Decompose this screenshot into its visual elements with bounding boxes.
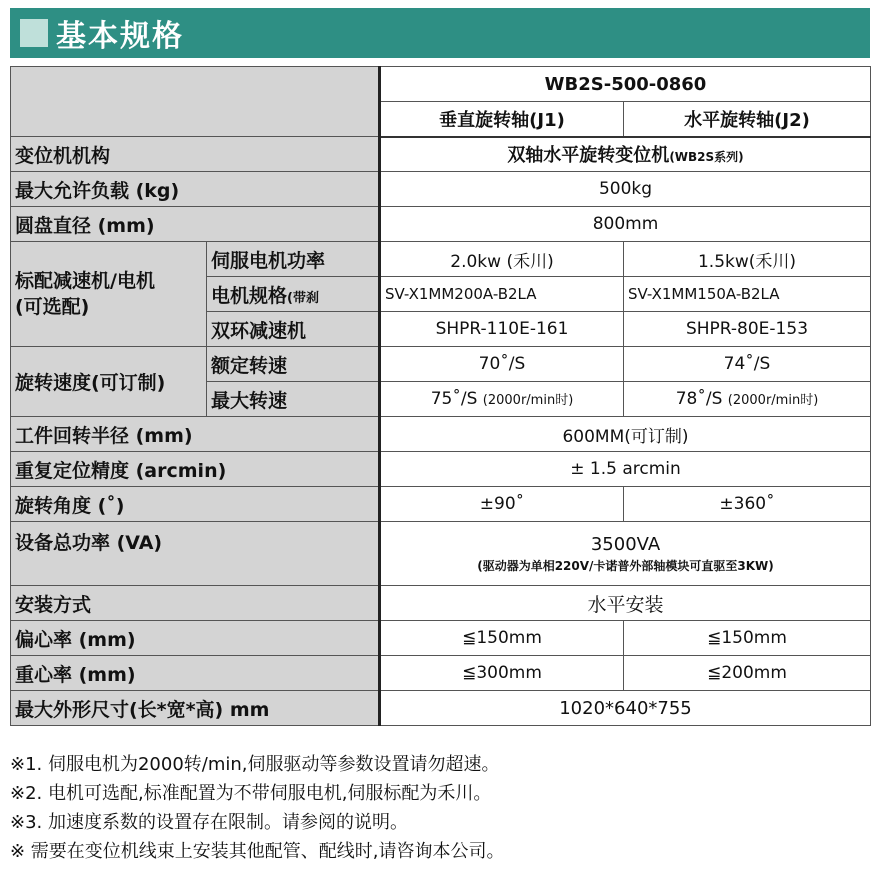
note-item: ※3. 加速度系数的设置存在限制。请参阅的说明。 xyxy=(10,812,408,833)
j1-value: ≦300mm xyxy=(380,656,624,691)
spec-table xyxy=(10,66,871,726)
j1-value xyxy=(380,382,624,417)
row-label: 设备总功率 (VA) xyxy=(11,522,380,586)
table-row xyxy=(11,67,871,102)
table-row xyxy=(11,691,871,726)
row-label: 圆盘直径 (mm) xyxy=(11,207,380,242)
row-value: 水平安装 xyxy=(380,586,871,621)
group-label xyxy=(11,242,207,347)
table-row xyxy=(11,452,871,487)
axis-j1-cell: 垂直旋转轴(J1) xyxy=(380,102,624,137)
j2-value: 74˚/S xyxy=(624,347,871,382)
row-label: 最大外形尺寸(长*宽*高) mm xyxy=(11,691,380,726)
j1-value: 2.0kw (禾川) xyxy=(380,242,624,277)
j1-value: ±90˚ xyxy=(380,487,624,522)
j1-max-speed-note: (2000r/min时) xyxy=(482,393,574,408)
row-value xyxy=(380,137,871,172)
row-label: 安装方式 xyxy=(11,586,380,621)
j2-value: ≦200mm xyxy=(624,656,871,691)
j2-value: ≦150mm xyxy=(624,621,871,656)
row-label: 重心率 (mm) xyxy=(11,656,380,691)
table-row xyxy=(11,586,871,621)
j1-value: SV-X1MM200A-B2LA xyxy=(380,277,624,312)
j2-value: SHPR-80E-153 xyxy=(624,312,871,347)
table-row xyxy=(11,207,871,242)
j2-value: SV-X1MM150A-B2LA xyxy=(624,277,871,312)
mechanism-series: (WB2S系列) xyxy=(669,150,744,165)
notes-section xyxy=(10,750,870,866)
table-row xyxy=(11,172,871,207)
row-value: 1020*640*755 xyxy=(380,691,871,726)
row-value: 600MM(可订制) xyxy=(380,417,871,452)
note-item: ※ 需要在变位机线束上安装其他配管、配线时,请咨询本公司。 xyxy=(10,841,505,862)
motor-spec-label-note: (带刹 xyxy=(287,290,319,306)
total-power-value: 3500VA xyxy=(590,533,661,555)
row-label: 变位机机构 xyxy=(11,137,380,172)
j1-value: ≦150mm xyxy=(380,621,624,656)
row-label: 偏心率 (mm) xyxy=(11,621,380,656)
j2-max-speed-note: (2000r/min时) xyxy=(727,393,819,408)
group-label-line2: (可选配) xyxy=(15,296,90,318)
j2-value: ±360˚ xyxy=(624,487,871,522)
note-item: ※2. 电机可选配,标准配置为不带伺服电机,伺服标配为禾川。 xyxy=(10,783,492,804)
row-value: 800mm xyxy=(380,207,871,242)
table-row xyxy=(11,347,871,382)
note-item: ※1. 伺服电机为2000转/min,伺服驱动等参数设置请勿超速。 xyxy=(10,754,500,775)
model-cell: WB2S-500-0860 xyxy=(380,67,871,102)
motor-spec-label: 电机规格 xyxy=(211,284,288,307)
row-label: 工件回转半径 (mm) xyxy=(11,417,380,452)
group-label-line1: 标配减速机/电机 xyxy=(15,270,155,292)
row-value: ± 1.5 arcmin xyxy=(380,452,871,487)
sub-label: 最大转速 xyxy=(207,382,380,417)
group-label: 旋转速度(可订制) xyxy=(11,347,207,417)
row-value xyxy=(380,522,871,586)
header-blank-cell xyxy=(11,67,380,137)
row-value: 500kg xyxy=(380,172,871,207)
j2-value xyxy=(624,382,871,417)
table-row xyxy=(11,656,871,691)
j1-max-speed: 75˚/S xyxy=(430,389,478,409)
sub-label xyxy=(207,277,380,312)
sub-label: 额定转速 xyxy=(207,347,380,382)
table-row xyxy=(11,137,871,172)
sub-label: 双环减速机 xyxy=(207,312,380,347)
table-row xyxy=(11,487,871,522)
sub-label: 伺服电机功率 xyxy=(207,242,380,277)
table-row xyxy=(11,417,871,452)
axis-j2-cell: 水平旋转轴(J2) xyxy=(624,102,871,137)
table-row xyxy=(11,621,871,656)
j2-max-speed: 78˚/S xyxy=(675,389,723,409)
table-row xyxy=(11,242,871,277)
row-label: 旋转角度 (˚) xyxy=(11,487,380,522)
mechanism-value: 双轴水平旋转变位机 xyxy=(507,145,670,167)
j2-value: 1.5kw(禾川) xyxy=(624,242,871,277)
j1-value: SHPR-110E-161 xyxy=(380,312,624,347)
total-power-note: (驱动器为单相220V/卡诺普外部轴模块可直驱至3KW) xyxy=(477,558,774,573)
j1-value: 70˚/S xyxy=(380,347,624,382)
section-header xyxy=(10,8,870,58)
row-label: 重复定位精度 (arcmin) xyxy=(11,452,380,487)
section-title: 基本规格 xyxy=(56,19,184,54)
table-row xyxy=(11,522,871,586)
header-square-icon xyxy=(20,19,48,47)
row-label: 最大允许负载 (kg) xyxy=(11,172,380,207)
